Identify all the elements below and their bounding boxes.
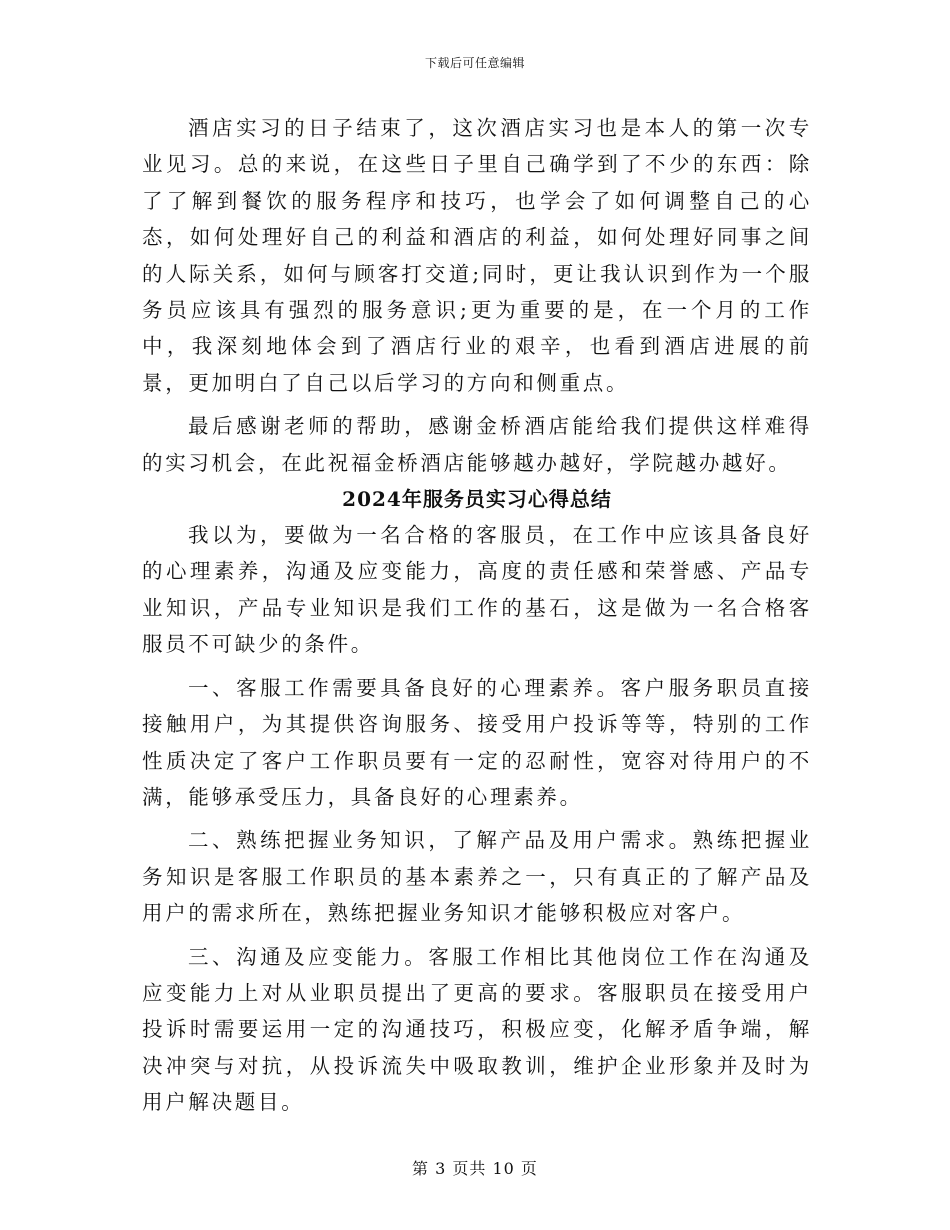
paragraph-intro: 我以为，要做为一名合格的客服员，在工作中应该具备良好的心理素养，沟通及应变能力，高度的责任感和荣誉感、产品专业知识，产品专业知识是我们工作的基石，这是做为一名合格客服员不可缺少的条件。 xyxy=(142,523,812,657)
document-body xyxy=(142,110,812,1121)
page-header: 下载后可任意编辑 xyxy=(424,56,525,70)
paragraph-thanks: 最后感谢老师的帮助，感谢金桥酒店能给我们提供这样难得的实习机会，在此祝福金桥酒店能够越办越好，学院越办越好。 xyxy=(142,414,812,475)
paragraph-point-two: 二、熟练把握业务知识，了解产品及用户需求。熟练把握业务知识是客服工作职员的基本素养之一，只有真正的了解产品及用户的需求所在，熟练把握业务知识才能够积极应对客户。 xyxy=(142,828,812,926)
paragraph-internship-summary: 酒店实习的日子结束了，这次酒店实习也是本人的第一次专业见习。总的来说，在这些日子里自己确学到了不少的东西：除了了解到餐饮的服务程序和技巧，也学会了如何调整自己的心态，如何处理好自己的利益和酒店的利益，如何处理好同事之间的人际关系，如何与顾客打交道;同时，更让我认识到作为一个服务员应该具有强烈的服务意识;更为重要的是，在一个月的工作中，我深刻地体会到了酒店行业的艰辛，也看到酒店进展的前景，更加明白了自己以后学习的方向和侧重点。 xyxy=(142,116,812,395)
paragraph-point-one: 一、客服工作需要具备良好的心理素养。客户服务职员直接接触用户，为其提供咨询服务、接受用户投诉等等，特别的工作性质决定了客户工作职员要有一定的忍耐性，宽容对待用户的不满，能够承受压力，具备良好的心理素养。 xyxy=(142,675,812,809)
section-title: 2024年服务员实习心得总结 xyxy=(342,487,612,512)
paragraph-point-three: 三、沟通及应变能力。客服工作相比其他岗位工作在沟通及应变能力上对从业职员提出了更高的要求。客服职员在接受用户投诉时需要运用一定的沟通技巧，积极应变，化解矛盾争端，解决冲突与对抗，从投诉流失中吸取教训，维护企业形象并及时为用户解决题目。 xyxy=(142,944,812,1115)
page-footer: 第 3 页共 10 页 xyxy=(412,1159,538,1178)
